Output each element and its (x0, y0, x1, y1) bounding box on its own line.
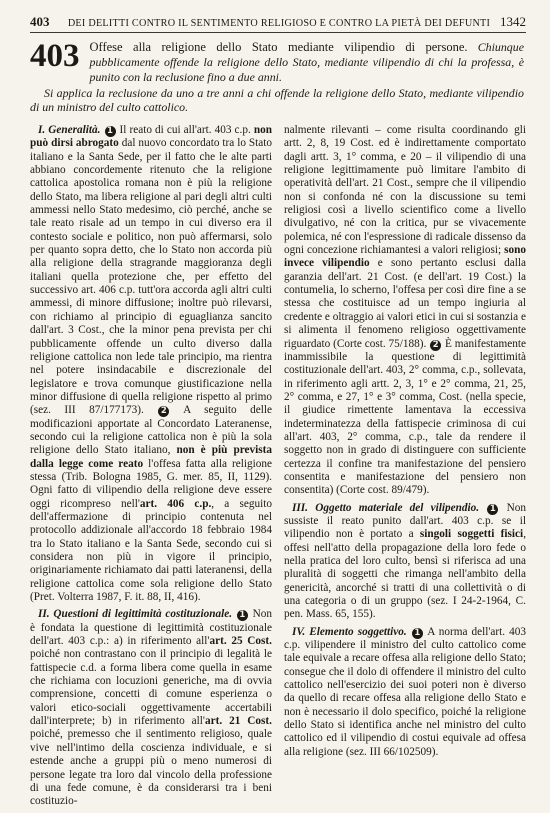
bold-text: non può dirsi abrogato (30, 124, 272, 150)
section-legittimita (30, 608, 272, 808)
right-column (284, 124, 526, 791)
section-oggetto-materiale (284, 502, 526, 622)
body-text: , offesi nell'atto della propagazione della loro fede o nella pratica del loro culto, bensì si riferisca ad una pluralità di soggetti che rimanga nell'ambito della genericità, ancorché si tratti di una collettività o di una categoria o di un gruppo (sez. I 24-2-1964, C. pen. Mass. 65, 155). (284, 528, 526, 621)
header-running-title: DEI DELITTI CONTRO IL SENTIMENTO RELIGIOSO E CONTRO LA PIETÀ DEI DEFUNTI (67, 18, 491, 29)
article-text: Chiunque pubblicamente offende la religione dello Stato, mediante vilipendio di chi la professa, è punito con la reclusione fino a due anni. (89, 40, 524, 84)
running-header (30, 14, 526, 33)
article-number: 403 (30, 38, 80, 74)
note-number-badge: 1 (412, 628, 423, 639)
body-text: poiché, premesso che il sentimento religioso, quale vive nell'intimo della coscienza individuale, e si estende anche a gruppi più o meno numerosi di persone legate tra loro dal vincolo della professione di una fede comune, è da considerarsi tra i beni costituzio- (30, 728, 272, 808)
body-text: l'offesa fatta alla religione stessa (Trib. Bologna 1985, G. mer. 85, II, 1129). Ogni fatto di vilipendio della religione deve essere oggi ricompreso nell' (30, 457, 272, 510)
article-block (30, 40, 524, 114)
bold-text: singoli soggetti fisici (419, 528, 524, 541)
left-column (30, 124, 273, 808)
section-heading: I. Generalità. (38, 124, 101, 136)
body-text: A seguito delle modificazioni apportate al Concordato Lateranense, secondo cui la religione cattolica non è più la sola religione dello Stato italiano, (30, 404, 272, 457)
body-text: , a seguito dell'affermazione di principio contenuta nel protocollo addizionale all'accordo 18 febbraio 1984 tra lo Stato italiano e la Santa Sede, secondo cui si considera non più in vigore il principio, originariamente richiamato dai patti lateranensi, della religione cattolica come sola religione dello Stato (Pret. Volterra 1987, F. it. 88, II, 416). (30, 497, 272, 604)
note-number-badge: 1 (105, 126, 116, 137)
note-number-badge: 1 (487, 504, 498, 515)
article-paragraph-2: Si applica la reclusione da uno a tre anni a chi offende la religione dello Stato, mediante vilipendio di un ministro del culto cattolico. (30, 86, 524, 114)
section-heading: IV. Elemento soggettivo. (292, 625, 407, 638)
header-page-number: 1342 (500, 14, 526, 29)
section-heading: II. Questioni di legittimità costituzionale. (38, 608, 233, 621)
section-generalita (30, 124, 272, 604)
bold-text: art. 25 Cost. (209, 635, 272, 648)
body-text: dal nuovo concordato tra lo Stato italiano e la Santa Sede, per il fatto che le alte parti abbiano concordemente ritenuto che la religione cattolica apostolica romana non è più la religione dello Stato, ma libera religione al pari degli altri culti ammessi nello Stato medesimo, ciò perché, anche se tale reato risale ad un tempo in cui diverso era il contesto sociale e politico, non può affermarsi, solo per quanto sopra detto, che lo Stato non accorda più alla religione della stragrande maggioranza degli italiani quella protezione che, per effetto del successivo art. 406 c.p. tutt'ora accorda agli altri culti ammessi, di minore diffusione; inoltre può rilevarsi, con richiamo al principio di eguaglianza sancito dall'art. 3 Cost., che la minor pena prevista per chi pubblicamente offende un culto diverso dalla religione cattolica non lede tale principio, ma rientra nel potere insindacabile e discrezionale del legislatore e trova comunque giustificazione nella minor diffusione di quella religione rispetto al primo (sez. III 87/177173). (30, 137, 273, 417)
body-text: È manifestamente inammissibile la questione di legittimità costituzionale dell'art. 403, 2° comma, c.p., sollevata, in riferimento agli artt. 2, 3, 1° e 2° comma, 21, 25, 2° comma, e 27, 1° e 3° comma, Cost. (nella specie, il giudice rimettente lamentava la eccessiva indeterminatezza della fattispecie criminosa di cui all'art. 403, 2° comma, c.p., tale da rendere il soggetto non in grado di distinguere con sufficiente certezza il confine tra manifestazione del pensiero consentita e manifestazione del pensiero non consentita) (Corte cost. 89/479). (284, 337, 527, 497)
section-legittimita-continued (284, 124, 526, 498)
section-heading: III. Oggetto materiale del vilipendio. (292, 501, 480, 514)
note-number-badge: 1 (237, 610, 248, 621)
commentary-columns (30, 124, 527, 808)
body-text: nalmente rilevanti – come risulta coordinando gli artt. 2, 8, 19 Cost. ed è indirettamente comportato dagli artt. 3, 1° comma, e 20 – il vilipendio di una religione legittimamente può limitare l'ambito di operatività dell'art. 21 Cost., sempre che il vilipendio non si confonda né con la discussione su temi religiosi così a livello scientifico come a livello divulgativo, né con la critica, pur se vivacemente polemica, né con l'espressione di radicale dissenso da ogni concezione richiamantesi a valori religiosi; (284, 124, 526, 257)
body-text: Non è fondata la questione di legittimità costituzionale dell'art. 403 c.p.: a) in riferimento all' (30, 608, 273, 648)
body-text: Il reato di cui all'art. 403 c.p. (116, 124, 254, 136)
body-text: Non sussiste il reato punito dall'art. 403 c.p. se il vilipendio non è portato a (284, 501, 526, 541)
bold-text: art. 406 c.p. (139, 497, 212, 510)
note-number-badge: 2 (430, 340, 441, 351)
header-article-number: 403 (30, 14, 50, 29)
article-title: Offese alla religione dello Stato mediante vilipendio di persone. (89, 40, 468, 54)
bold-text: sono invece vilipendio (284, 244, 526, 270)
section-elemento-soggettivo (284, 626, 526, 759)
body-text: e sono pertanto esclusi dalla garanzia dell'art. 21 Cost. (e dell'art. 19 Cost.) la contumelia, lo scherno, l'offesa per così dire fine a se stessa che costituisce ad un tempo ingiuria al credente e oltraggio ai valori etici in cui si sostanzia e si alimenta il fenomeno religioso oggettivamente riguardato (Corte cost. 75/188). (284, 257, 526, 350)
bold-text: art. 21 Cost. (204, 715, 272, 728)
body-text: poiché non contrastano con il principio di legalità le fattispecie c.d. a forma libera come quella in esame che richiama con locuzioni generiche, ma di ovvia comprensione, concetti di comune esperienza o valori etico-sociali oggettivamente accertabili dall'interprete; b) in riferimento all' (30, 648, 272, 728)
bold-text: non è più prevista dalla legge come reato (30, 444, 272, 470)
body-text: A norma dell'art. 403 c.p. vilipendere il ministro del culto cattolico come tale equivale a recare offesa alla religione dello Stato; consegue che il dolo di offendere il ministro del culto cattolico nell'esercizio dei suoi poteri non è diverso da quello di recare offesa alla religione dello Stato e non è necessario il dolo specifico, poiché la religione dello Stato si identifica anche nel ministro del culto cattolico ed il vilipendio di costui equivale ad offesa alla religione (sez. III 66/102509). (284, 625, 527, 758)
note-number-badge: 2 (158, 406, 169, 417)
